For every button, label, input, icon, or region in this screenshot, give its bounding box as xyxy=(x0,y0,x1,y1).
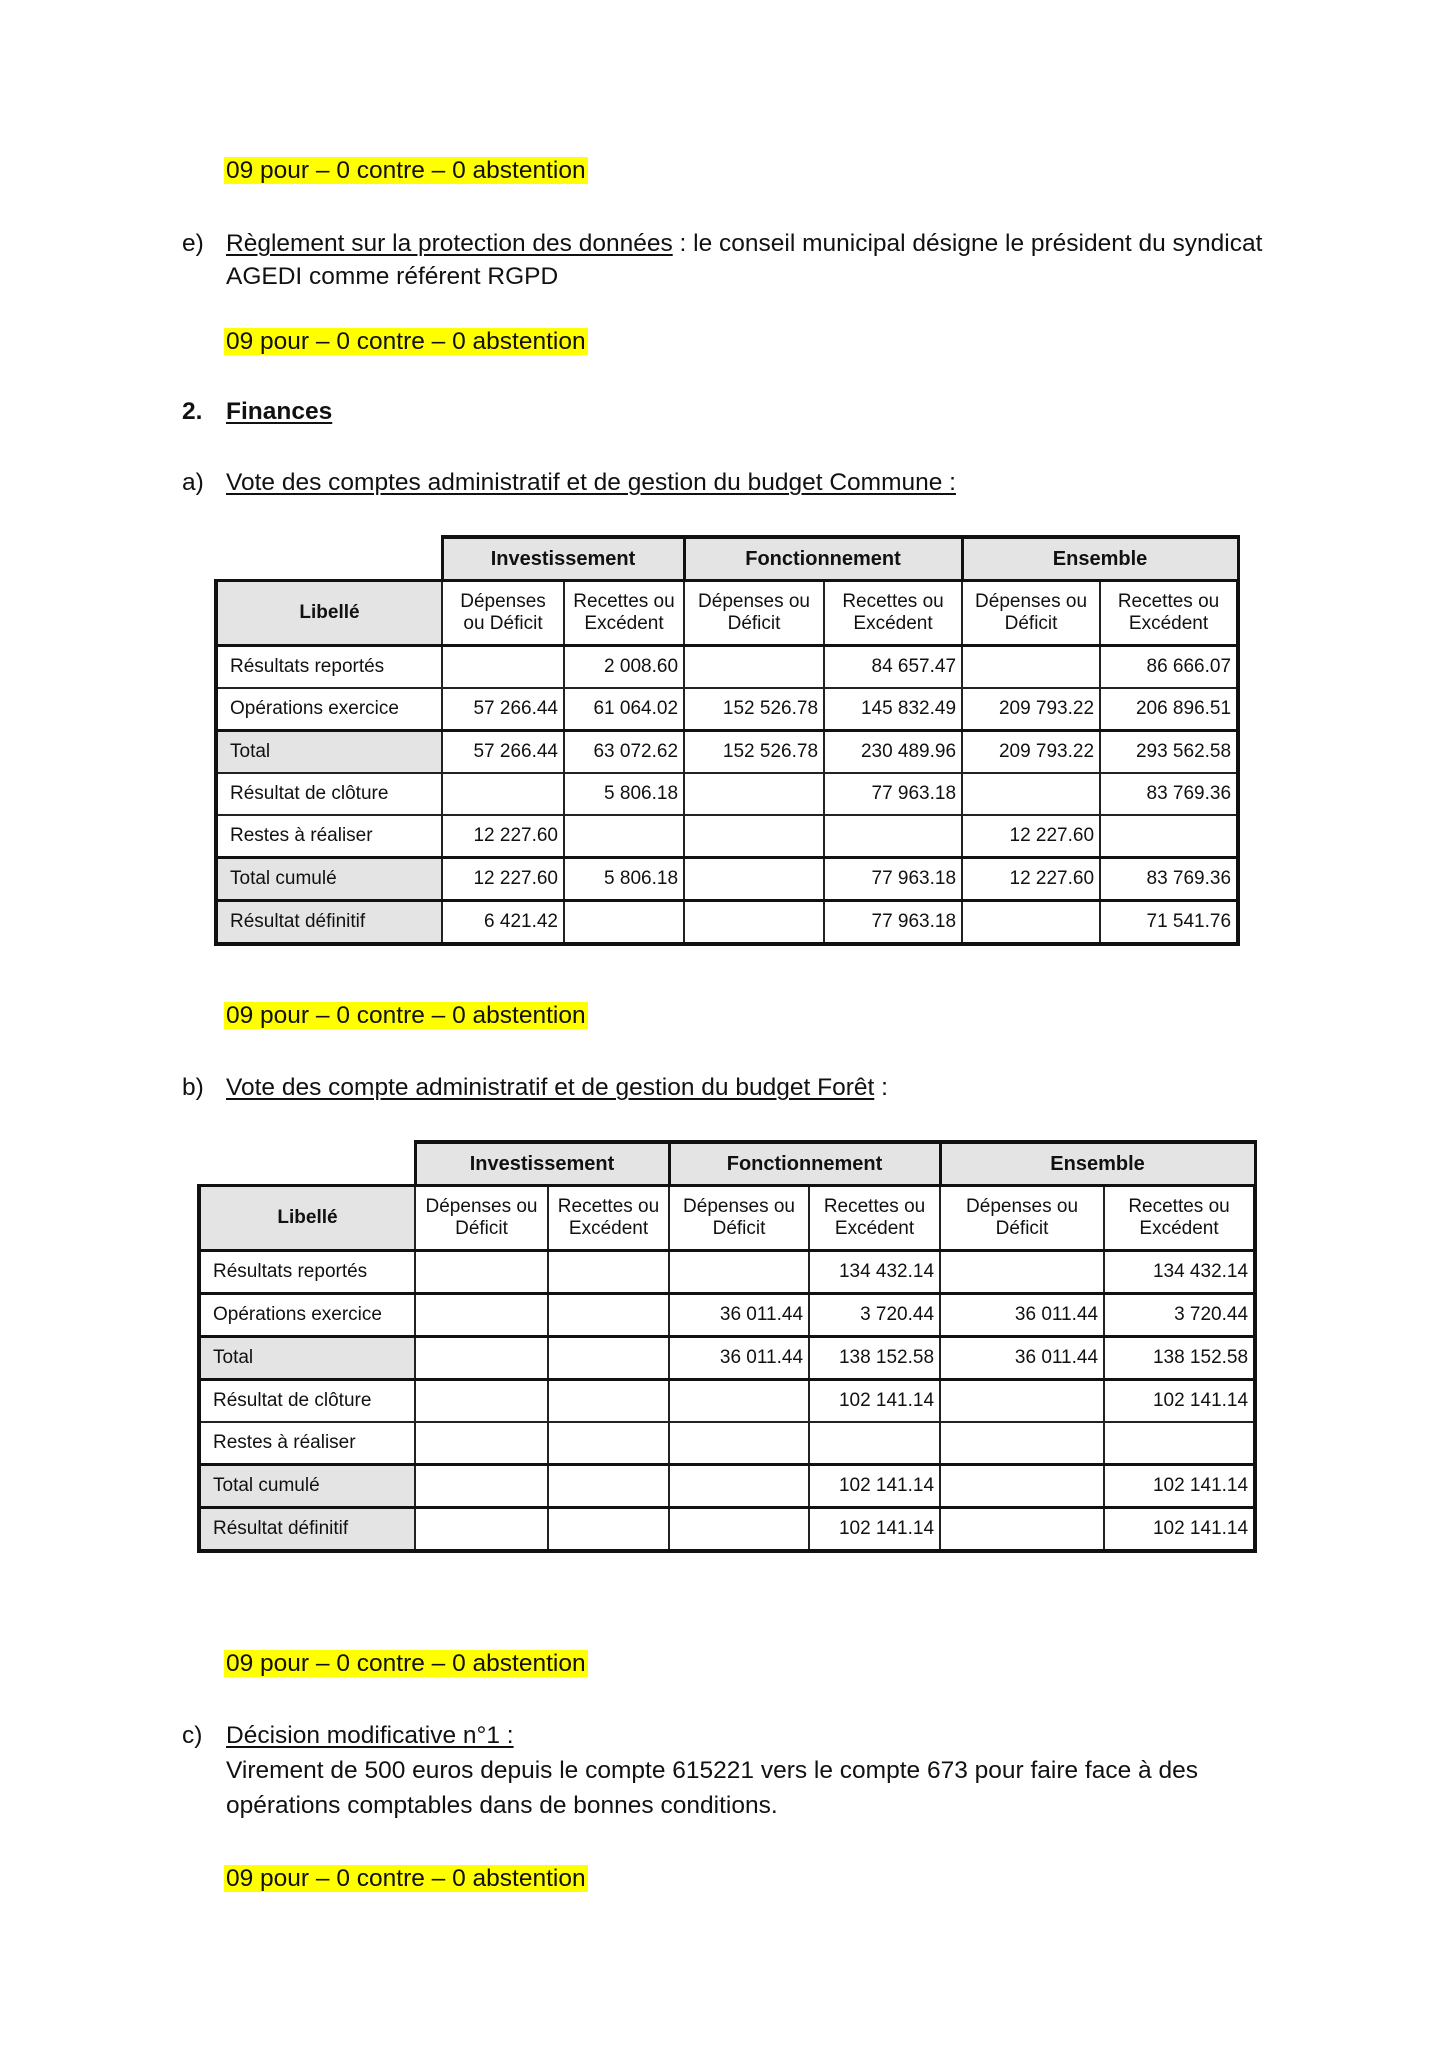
row-label: Résultats reportés xyxy=(199,1251,415,1294)
cell xyxy=(415,1337,548,1380)
cell: 71 541.76 xyxy=(1100,901,1238,945)
cell: 102 141.14 xyxy=(809,1465,940,1508)
cell xyxy=(940,1508,1104,1552)
item-b-title-text: Vote des compte administratif et de gestion du budget Forêt xyxy=(226,1074,875,1101)
cell xyxy=(669,1251,809,1294)
cell xyxy=(415,1251,548,1294)
cell xyxy=(809,1422,940,1465)
row-label: Résultat définitif xyxy=(199,1508,415,1552)
subheader: Recettes ou Excédent xyxy=(548,1186,669,1251)
cell xyxy=(684,858,824,901)
table-row xyxy=(216,858,1238,901)
group-header-ensemble: Ensemble xyxy=(940,1142,1255,1186)
cell: 134 432.14 xyxy=(809,1251,940,1294)
table-row xyxy=(199,1337,1255,1380)
cell xyxy=(684,901,824,945)
cell: 77 963.18 xyxy=(824,858,962,901)
vote-result xyxy=(224,999,588,1033)
cell: 6 421.42 xyxy=(442,901,564,945)
item-b-title xyxy=(226,1071,888,1105)
vote-highlight: 09 pour – 0 contre – 0 abstention xyxy=(226,1865,586,1892)
row-label: Total xyxy=(216,731,442,774)
row-label: Résultat de clôture xyxy=(216,773,442,815)
table-row xyxy=(216,688,1238,731)
cell: 102 141.14 xyxy=(1104,1380,1255,1423)
cell: 134 432.14 xyxy=(1104,1251,1255,1294)
table-row xyxy=(199,1465,1255,1508)
cell xyxy=(940,1422,1104,1465)
section-number: 2. xyxy=(182,398,203,425)
table-row xyxy=(199,1380,1255,1423)
cell: 84 657.47 xyxy=(824,646,962,689)
cell: 102 141.14 xyxy=(1104,1508,1255,1552)
table-row xyxy=(199,1422,1255,1465)
cell xyxy=(962,773,1100,815)
cell: 293 562.58 xyxy=(1100,731,1238,774)
cell: 102 141.14 xyxy=(1104,1465,1255,1508)
vote-result xyxy=(224,1647,588,1681)
cell: 12 227.60 xyxy=(442,858,564,901)
table-row xyxy=(216,646,1238,689)
row-label: Restes à réaliser xyxy=(216,815,442,858)
row-label: Opérations exercice xyxy=(216,688,442,731)
cell xyxy=(548,1422,669,1465)
cell: 5 806.18 xyxy=(564,858,684,901)
subheader: Recettes ou Excédent xyxy=(824,581,962,646)
vote-result xyxy=(224,325,588,359)
subheader: Recettes ou Excédent xyxy=(1100,581,1238,646)
cell xyxy=(1104,1422,1255,1465)
subheader: Recettes ou Excédent xyxy=(809,1186,940,1251)
cell: 77 963.18 xyxy=(824,901,962,945)
vote-highlight: 09 pour – 0 contre – 0 abstention xyxy=(226,328,586,355)
group-header-fonctionnement: Fonctionnement xyxy=(684,537,962,581)
cell xyxy=(548,1337,669,1380)
item-a-marker: a) xyxy=(182,469,204,496)
cell: 152 526.78 xyxy=(684,731,824,774)
subheader: Recettes ou Excédent xyxy=(1104,1186,1255,1251)
cell: 209 793.22 xyxy=(962,731,1100,774)
item-e-title: Règlement sur la protection des données xyxy=(226,230,673,257)
cell xyxy=(548,1251,669,1294)
item-e-line2: AGEDI comme référent RGPD xyxy=(226,263,559,290)
item-e-line1 xyxy=(226,227,1262,261)
cell xyxy=(415,1294,548,1337)
subheader: Dépenses ou Déficit xyxy=(962,581,1100,646)
cell xyxy=(824,815,962,858)
item-a-title xyxy=(226,466,956,500)
table-row xyxy=(199,1294,1255,1337)
cell: 3 720.44 xyxy=(1104,1294,1255,1337)
cell xyxy=(940,1380,1104,1423)
cell xyxy=(442,773,564,815)
item-c-title xyxy=(226,1719,514,1753)
cell xyxy=(415,1508,548,1552)
cell xyxy=(940,1465,1104,1508)
cell xyxy=(962,646,1100,689)
table-corner xyxy=(199,1142,415,1186)
table-row xyxy=(216,731,1238,774)
cell: 152 526.78 xyxy=(684,688,824,731)
table-row xyxy=(216,773,1238,815)
cell xyxy=(564,815,684,858)
cell xyxy=(1100,815,1238,858)
cell: 83 769.36 xyxy=(1100,773,1238,815)
cell xyxy=(669,1465,809,1508)
cell: 138 152.58 xyxy=(809,1337,940,1380)
subheader: Recettes ou Excédent xyxy=(564,581,684,646)
table-row xyxy=(216,815,1238,858)
item-c-line1: Virement de 500 euros depuis le compte 615221 vers le compte 673 pour faire face à des xyxy=(226,1757,1198,1784)
cell: 209 793.22 xyxy=(962,688,1100,731)
row-label: Opérations exercice xyxy=(199,1294,415,1337)
cell: 36 011.44 xyxy=(940,1337,1104,1380)
vote-highlight: 09 pour – 0 contre – 0 abstention xyxy=(226,1002,586,1029)
cell: 12 227.60 xyxy=(962,858,1100,901)
cell: 63 072.62 xyxy=(564,731,684,774)
cell: 77 963.18 xyxy=(824,773,962,815)
subheader: Dépenses ou Déficit xyxy=(415,1186,548,1251)
item-e-rest: : le conseil municipal désigne le président du syndicat xyxy=(672,230,1263,257)
cell: 12 227.60 xyxy=(962,815,1100,858)
section-title xyxy=(226,395,332,429)
cell: 36 011.44 xyxy=(669,1294,809,1337)
label-header: Libellé xyxy=(199,1186,415,1251)
vote-highlight: 09 pour – 0 contre – 0 abstention xyxy=(226,157,586,184)
table-commune xyxy=(214,535,1240,946)
item-c-line2: opérations comptables dans de bonnes conditions. xyxy=(226,1792,778,1819)
cell xyxy=(548,1508,669,1552)
cell: 12 227.60 xyxy=(442,815,564,858)
label-header: Libellé xyxy=(216,581,442,646)
row-label: Total cumulé xyxy=(216,858,442,901)
cell: 36 011.44 xyxy=(940,1294,1104,1337)
cell: 145 832.49 xyxy=(824,688,962,731)
table-row xyxy=(199,1251,1255,1294)
subheader: Dépenses ou Déficit xyxy=(669,1186,809,1251)
item-a-title-text: Vote des comptes administratif et de gestion du budget Commune : xyxy=(226,469,956,496)
row-label: Total xyxy=(199,1337,415,1380)
cell: 138 152.58 xyxy=(1104,1337,1255,1380)
cell: 102 141.14 xyxy=(809,1380,940,1423)
subheader: Dépenses ou Déficit xyxy=(940,1186,1104,1251)
group-header-investissement: Investissement xyxy=(442,537,684,581)
cell: 57 266.44 xyxy=(442,688,564,731)
cell: 102 141.14 xyxy=(809,1508,940,1552)
item-e-marker: e) xyxy=(182,230,204,257)
group-header-investissement: Investissement xyxy=(415,1142,669,1186)
item-c-title-text: Décision modificative n°1 : xyxy=(226,1722,514,1749)
row-label: Total cumulé xyxy=(199,1465,415,1508)
row-label: Restes à réaliser xyxy=(199,1422,415,1465)
cell xyxy=(415,1380,548,1423)
table-corner xyxy=(216,537,442,581)
cell: 2 008.60 xyxy=(564,646,684,689)
cell xyxy=(962,901,1100,945)
cell: 83 769.36 xyxy=(1100,858,1238,901)
group-header-fonctionnement: Fonctionnement xyxy=(669,1142,940,1186)
cell xyxy=(564,901,684,945)
row-label: Résultat définitif xyxy=(216,901,442,945)
cell xyxy=(548,1380,669,1423)
group-header-ensemble: Ensemble xyxy=(962,537,1238,581)
item-b-suffix: : xyxy=(874,1074,888,1101)
cell: 206 896.51 xyxy=(1100,688,1238,731)
vote-result xyxy=(224,1862,588,1896)
row-label: Résultats reportés xyxy=(216,646,442,689)
item-b-marker: b) xyxy=(182,1074,204,1101)
cell xyxy=(548,1294,669,1337)
cell xyxy=(669,1380,809,1423)
cell xyxy=(415,1465,548,1508)
cell xyxy=(415,1422,548,1465)
vote-highlight: 09 pour – 0 contre – 0 abstention xyxy=(226,1650,586,1677)
cell: 5 806.18 xyxy=(564,773,684,815)
vote-result xyxy=(224,154,588,188)
cell xyxy=(669,1508,809,1552)
cell: 61 064.02 xyxy=(564,688,684,731)
subheader: Dépenses ou Déficit xyxy=(442,581,564,646)
cell: 36 011.44 xyxy=(669,1337,809,1380)
table-row xyxy=(199,1508,1255,1552)
cell xyxy=(669,1422,809,1465)
cell xyxy=(940,1251,1104,1294)
table-foret xyxy=(197,1140,1257,1553)
cell: 86 666.07 xyxy=(1100,646,1238,689)
row-label: Résultat de clôture xyxy=(199,1380,415,1423)
cell xyxy=(442,646,564,689)
table-row xyxy=(216,901,1238,945)
cell: 57 266.44 xyxy=(442,731,564,774)
section-title-text: Finances xyxy=(226,398,333,425)
subheader: Dépenses ou Déficit xyxy=(684,581,824,646)
cell xyxy=(548,1465,669,1508)
cell xyxy=(684,646,824,689)
cell xyxy=(684,773,824,815)
item-c-marker: c) xyxy=(182,1722,203,1749)
cell: 230 489.96 xyxy=(824,731,962,774)
cell xyxy=(684,815,824,858)
cell: 3 720.44 xyxy=(809,1294,940,1337)
